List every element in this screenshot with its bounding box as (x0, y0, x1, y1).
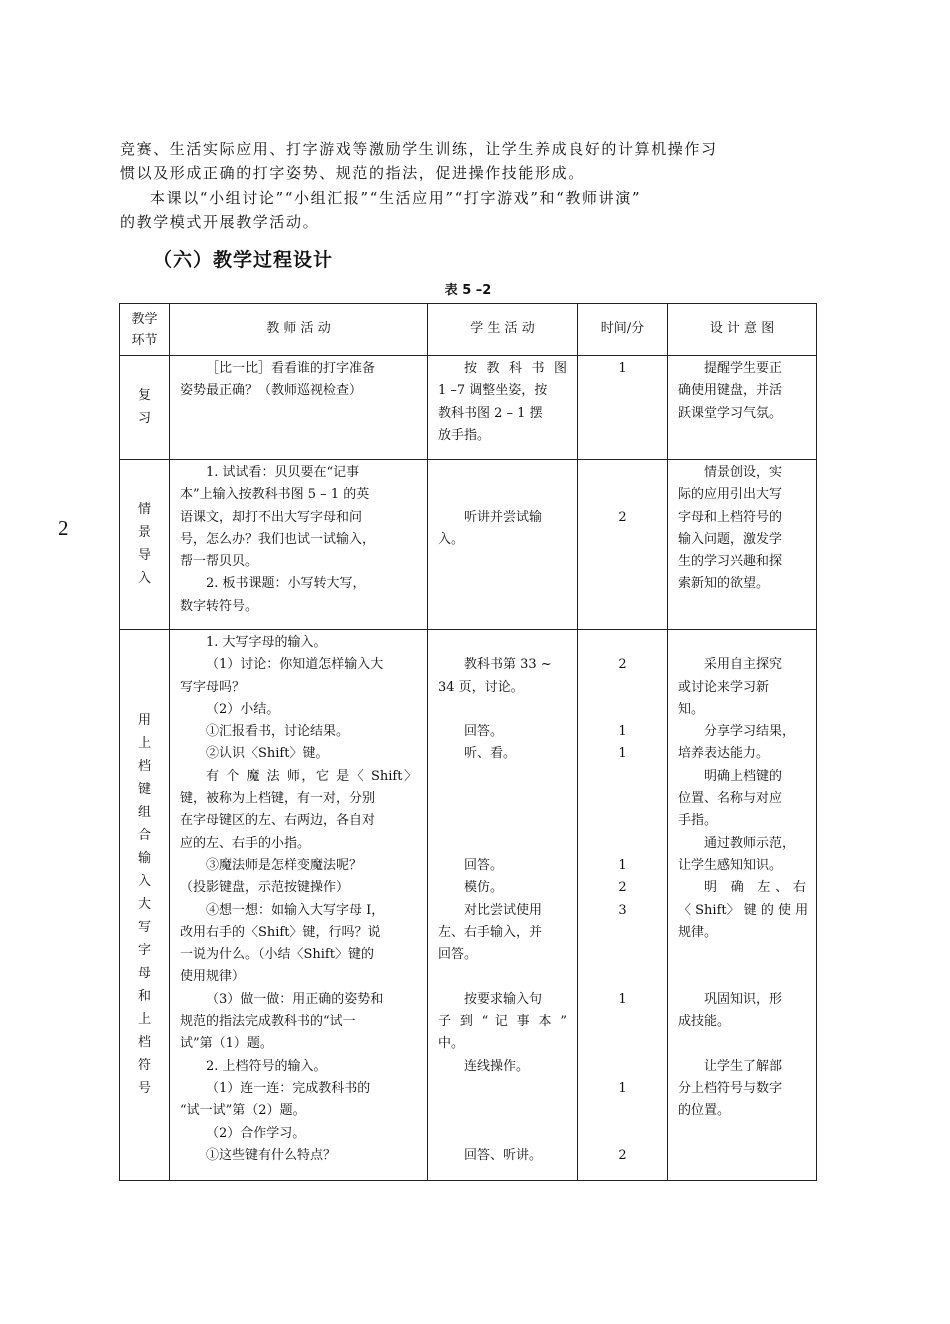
table-caption: 表 5 –2 (444, 283, 492, 298)
time-activity-cell (578, 460, 668, 630)
student-line (438, 462, 567, 484)
student-line: 教科书图 2 – 1 摆 (438, 405, 543, 421)
intro-line: 本课以“小组讨论”“小组汇报”“生活应用”“打字游戏”和“教师讲演” (150, 189, 642, 207)
teacher-line: ［比一比］看看谁的打字准备 (206, 361, 376, 376)
teacher-line: ①汇报看书，讨论结果。 (206, 724, 350, 740)
teacher-line: 本”上输入按教科书图 5 – 1 的英 (180, 487, 370, 503)
student-line: 回答、听讲。 (464, 1147, 543, 1163)
design-line: 输入问题，激发学 (678, 531, 783, 547)
table-row (120, 630, 817, 1181)
intro-paragraph-1 (120, 137, 816, 185)
teacher-line: （2）小结。 (206, 701, 280, 717)
student-line: 连线操作。 (464, 1058, 530, 1074)
student-line (438, 966, 567, 988)
design-line: 让学生感知知识。 (678, 857, 783, 873)
design-line: 明确上档键的 (704, 768, 783, 784)
header-time: 时间/分 (578, 304, 668, 356)
teacher-line: ③魔法师是怎样变魔法呢？ (206, 857, 363, 873)
design-line (678, 1145, 806, 1167)
student-activity-cell (428, 460, 578, 630)
student-line (438, 810, 567, 832)
header-stage (120, 304, 170, 356)
student-line: 回答。 (464, 857, 504, 873)
time-line: 1 (618, 361, 627, 376)
design-line: 让学生了解部 (704, 1058, 783, 1074)
teacher-line: “试一试”第（2）题。 (180, 1103, 306, 1119)
design-line: 培养表达能力。 (678, 746, 770, 762)
student-line: 左、右手输入，并 (438, 924, 543, 940)
design-line (678, 632, 806, 654)
time-line (588, 1056, 657, 1078)
student-line (438, 1078, 567, 1100)
student-line (438, 833, 567, 855)
student-line: 回答。 (464, 724, 504, 740)
design-line: 位置、名称与对应 (678, 791, 783, 807)
design-line: 〈 Shift〉 键 的 使 用 (678, 902, 809, 918)
header-teacher: 教 师 活 动 (170, 304, 428, 356)
student-line (438, 1100, 567, 1122)
section-heading: （六）教学过程设计 (153, 249, 334, 271)
time-line (588, 462, 657, 484)
design-line: 通过教师示范， (704, 835, 796, 851)
student-line (438, 699, 567, 721)
design-line (678, 944, 806, 966)
time-line: 3 (618, 902, 627, 918)
student-line (438, 1123, 567, 1145)
teacher-line: 应的左、右手的小指。 (180, 835, 311, 851)
time-line: 2 (618, 1147, 627, 1163)
student-line: 听、看。 (464, 746, 517, 762)
design-activity-cell (668, 356, 817, 460)
time-line (588, 699, 657, 721)
teacher-line: （1）讨论：你知道怎样输入大 (206, 657, 384, 673)
header-stage-label: 教学 环节 (131, 311, 158, 348)
student-line: 回答。 (438, 947, 478, 963)
teacher-activity-cell (170, 356, 428, 460)
time-activity-cell (578, 356, 668, 460)
design-line: 情景创设，实 (704, 465, 783, 480)
time-line: 2 (618, 509, 627, 525)
teacher-line: 规范的指法完成教科书的“试一 (180, 1014, 356, 1030)
time-line: 2 (618, 880, 627, 896)
intro-line: 惯以及形成正确的打字姿势、规范的指法，促进操作技能形成。 (120, 164, 585, 182)
design-line: 字母和上档符号的 (678, 509, 783, 525)
design-line: 提醒学生要正 (704, 361, 783, 376)
teacher-line: 2. 板书课题：小写转大写， (206, 576, 366, 592)
table-row (120, 356, 817, 460)
time-line: 2 (618, 657, 627, 673)
teacher-line: 试”第（1）题。 (180, 1036, 273, 1052)
student-line (438, 632, 567, 654)
time-line (588, 944, 657, 966)
design-line: 手指。 (678, 813, 718, 829)
time-line (588, 766, 657, 788)
time-line (588, 484, 657, 506)
stage-cell (120, 630, 170, 1181)
teacher-line: 1. 大写字母的输入。 (206, 635, 327, 650)
design-line: 知。 (678, 701, 705, 717)
stage-label: 情景导入 (137, 502, 151, 587)
design-line: 成技能。 (678, 1014, 731, 1030)
stage-label: 用上档键组合输入大写字母和上档符号 (137, 713, 151, 1097)
time-line (588, 833, 657, 855)
student-line (438, 788, 567, 810)
design-line: 分享学习结果， (704, 724, 796, 740)
time-line (588, 922, 657, 944)
student-line: 对比尝试使用 (464, 902, 543, 918)
teacher-line: （3）做一做：用正确的姿势和 (206, 991, 384, 1007)
student-line: 入。 (438, 531, 465, 547)
design-line: 生的学习兴趣和探 (678, 554, 783, 570)
teacher-line: 号，怎么办？我们也试一试输入， (180, 531, 376, 547)
teacher-line: 使用规律） (180, 969, 246, 985)
design-line: 分上档符号与数字 (678, 1080, 783, 1096)
time-line: 1 (618, 1080, 627, 1096)
teacher-line: ①这些键有什么特点？ (206, 1147, 337, 1163)
student-line: 子 到 “ 记 事 本 ” (438, 1014, 567, 1030)
intro-line: 的教学模式开展教学活动。 (120, 213, 320, 231)
teacher-line: 姿势最正确？（教师巡视检查） (180, 383, 363, 399)
student-line: 1 –7 调整坐姿，按 (438, 383, 548, 399)
teacher-line: 语课文，却打不出大写字母和问 (180, 509, 363, 525)
design-line: 际的应用引出大写 (678, 487, 783, 503)
student-line: 教科书第 33 ~ (464, 657, 552, 673)
student-line: 按 教 科 书 图 (464, 361, 567, 376)
student-line: 听讲并尝试输 (464, 509, 543, 525)
teacher-line: （2）合作学习。 (206, 1125, 306, 1141)
header-student: 学 生 活 动 (428, 304, 578, 356)
table-header-row (120, 304, 817, 356)
time-activity-cell (578, 630, 668, 1181)
design-line (678, 1033, 806, 1055)
time-line (588, 1033, 657, 1055)
time-line (588, 677, 657, 699)
student-activity-cell (428, 356, 578, 460)
time-line (588, 966, 657, 988)
stage-cell (120, 460, 170, 630)
stage-cell (120, 356, 170, 460)
teacher-line: 2. 上档符号的输入。 (206, 1058, 327, 1074)
design-line: 采用自主探究 (704, 657, 783, 673)
teacher-line: 帮一帮贝贝。 (180, 554, 259, 570)
teacher-line: 1. 试试看：贝贝要在“记事 (206, 465, 360, 480)
student-line: 中。 (438, 1036, 465, 1052)
student-line: 模仿。 (464, 880, 504, 896)
student-line: 按要求输入句 (464, 991, 543, 1007)
teacher-line: 改用右手的〈Shift〉键，行吗？说 (180, 924, 381, 940)
design-line: 确使用键盘，并活 (678, 383, 783, 399)
student-line: 34 页，讨论。 (438, 679, 524, 695)
teacher-line: ②认识〈Shift〉键。 (206, 746, 329, 762)
design-line: 巩固知识，形 (704, 991, 783, 1007)
time-line (588, 1100, 657, 1122)
stage-label: 复习 (137, 388, 151, 427)
intro-paragraph-2 (120, 186, 816, 234)
time-line (588, 788, 657, 810)
teacher-line: 一说为什么。（小结〈Shift〉键的 (180, 947, 374, 963)
time-line (588, 1011, 657, 1033)
lesson-design-table (119, 303, 817, 1181)
student-activity-cell (428, 630, 578, 1181)
page-number: 2 (58, 516, 69, 540)
teacher-line: 在字母键区的左、右两边，各自对 (180, 813, 376, 829)
teacher-line: （投影键盘，示范按键操作） (180, 880, 350, 896)
design-activity-cell (668, 630, 817, 1181)
intro-line: 竞赛、生活实际应用、打字游戏等激励学生训练，让学生养成良好的计算机操作习 (120, 140, 718, 158)
teacher-line: 写字母吗？ (180, 679, 246, 695)
time-line: 1 (618, 746, 627, 762)
time-line (588, 1123, 657, 1145)
time-line: 1 (618, 724, 627, 740)
teacher-activity-cell (170, 630, 428, 1181)
teacher-line: 键，被称为上档键，有一对，分别 (180, 791, 376, 807)
design-line: 索新知的欲望。 (678, 576, 770, 592)
time-line: 1 (618, 991, 627, 1007)
header-design: 设 计 意 图 (668, 304, 817, 356)
time-line: 1 (618, 857, 627, 873)
design-line (678, 1123, 806, 1145)
student-line (438, 766, 567, 788)
time-line (588, 632, 657, 654)
table-row (120, 460, 817, 630)
design-line: 明 确 左、右 (704, 880, 806, 896)
student-line: 放手指。 (438, 427, 491, 443)
time-line (588, 810, 657, 832)
design-activity-cell (668, 460, 817, 630)
teacher-line: ④想一想：如输入大写字母 I， (206, 902, 385, 918)
design-line: 或讨论来学习新 (678, 679, 770, 695)
teacher-line: 数字转符号。 (180, 598, 259, 614)
student-line (438, 484, 567, 506)
design-line (678, 966, 806, 988)
teacher-activity-cell (170, 460, 428, 630)
design-line: 规律。 (678, 924, 718, 940)
teacher-line: 有 个 魔 法 师，它 是〈 Shift〉 (206, 768, 417, 784)
design-line: 的位置。 (678, 1103, 731, 1119)
design-line: 跃课堂学习气氛。 (678, 405, 783, 421)
teacher-line: （1）连一连：完成教科书的 (206, 1080, 371, 1096)
